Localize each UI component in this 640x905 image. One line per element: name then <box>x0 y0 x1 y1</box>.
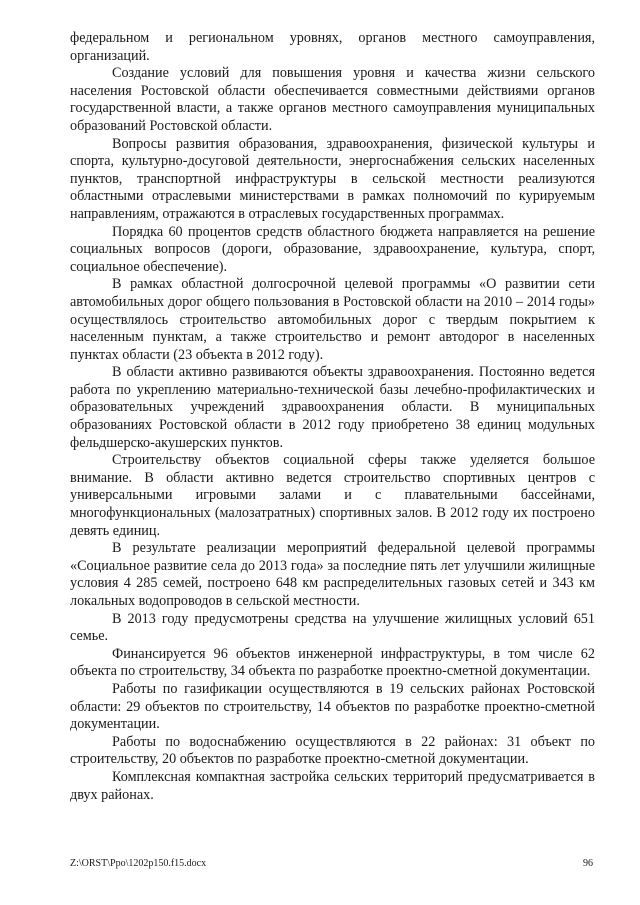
paragraph-2: Создание условий для повышения уровня и качества жизни сельского населения Ростовской области обеспечивается совместными действиями органов государственной власти, а также органов местного самоуправления муниципальных образований Ростовской области. <box>70 65 595 134</box>
paragraph-12: Работы по водоснабжению осуществляются в 22 районах: 31 объект по строительству, 20 объектов по разработке проектно-сметной документации. <box>70 733 595 768</box>
paragraph-3: Вопросы развития образования, здравоохранения, физической культуры и спорта, культурно-досуговой деятельности, энергоснабжения сельских населенных пунктов, транспортной инфраструктуры в сельской местности реализуются областными отраслевыми министерствами в рамках полномочий по курируемым направлениям, отражаются в отраслевых государственных программах. <box>70 135 595 222</box>
paragraph-4: Порядка 60 процентов средств областного бюджета направляется на решение социальных вопросов (дороги, образование, здравоохранение, культура, спорт, социальное обеспечение). <box>70 223 595 275</box>
paragraph-6: В области активно развиваются объекты здравоохранения. Постоянно ведется работа по укреплению материально-технической базы лечебно-профилактических и образовательных учреждений здравоохранения области. В муниципальных образованиях Ростовской области в 2012 году приобретено 38 единиц модульных фельдшерско-акушерских пунктов. <box>70 364 595 451</box>
document-body <box>70 30 595 804</box>
paragraph-7: Строительству объектов социальной сферы также уделяется большое внимание. В области активно ведется строительство спортивных центров с универсальными игровыми залами и с плавательными бассейнами, многофункциональных (малозатратных) спортивных залов. В 2012 году их построено девять единиц. <box>70 452 595 539</box>
paragraph-10: Финансируется 96 объектов инженерной инфраструктуры, в том числе 62 объекта по строительству, 34 объекта по разработке проектно-сметной документации. <box>70 645 595 680</box>
page-footer <box>70 858 595 872</box>
paragraph-13: Комплексная компактная застройка сельских территорий предусматривается в двух районах. <box>70 768 595 803</box>
paragraph-5: В рамках областной долгосрочной целевой программы «О развитии сети автомобильных дорог общего пользования в Ростовской области на 2010 – 2014 годы» осуществлялось строительство автомобильных дорог с твердым покрытием к населенным пунктам, а также строительство и ремонт автодорог в населенных пунктах области (23 объекта в 2012 году). <box>70 276 595 363</box>
page-number: 96 <box>583 858 593 869</box>
paragraph-1: федеральном и региональном уровнях, органов местного самоуправления, организаций. <box>70 30 595 64</box>
paragraph-9: В 2013 году предусмотрены средства на улучшение жилищных условий 651 семье. <box>70 610 595 645</box>
file-path: Z:\ORST\Ppo\1202p150.f15.docx <box>70 858 207 869</box>
paragraph-8: В результате реализации мероприятий федеральной целевой программы «Социальное развитие села до 2013 года» за последние пять лет улучшили жилищные условия 4 285 семей, построено 648 км распределительных газовых сетей и 343 км локальных водопроводов в сельской местности. <box>70 540 595 609</box>
paragraph-11: Работы по газификации осуществляются в 19 сельских районах Ростовской области: 29 объектов по строительству, 14 объектов по разработке проектно-сметной документации. <box>70 680 595 733</box>
